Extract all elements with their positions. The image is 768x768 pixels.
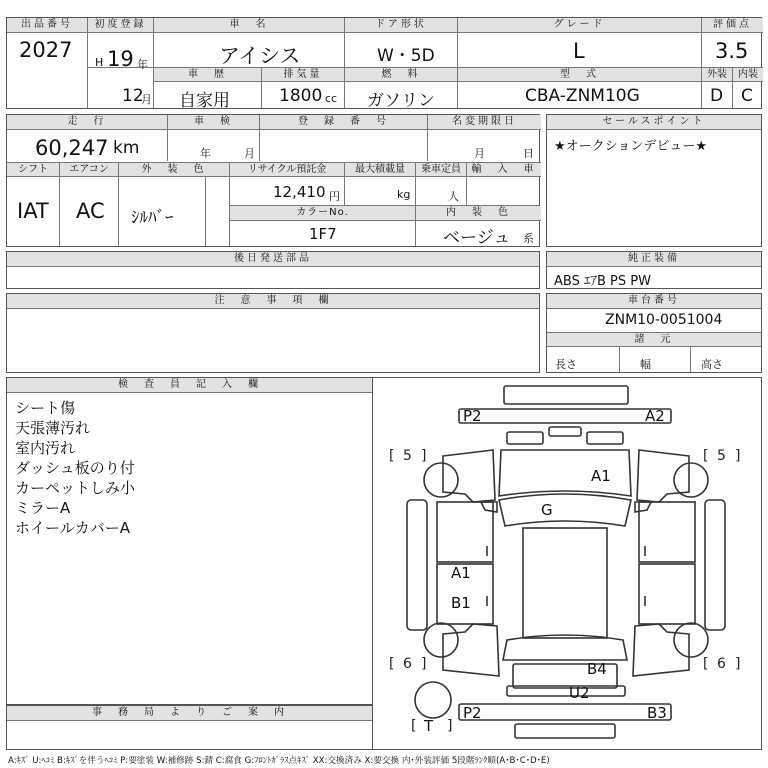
diagram-bracket: [ bbox=[703, 656, 709, 672]
mileage-value: 60,247 bbox=[35, 136, 109, 160]
rating-value: 3.5 bbox=[715, 39, 749, 63]
exterior-value: D bbox=[710, 86, 724, 106]
header-interior: 内装 bbox=[733, 67, 763, 82]
later-parts-box bbox=[6, 251, 540, 289]
inspection-month-unit: 月 bbox=[244, 147, 255, 160]
diagram-bracket: ] bbox=[421, 448, 427, 464]
header-later-parts: 後日発送部品 bbox=[7, 252, 539, 267]
diagram-bracket: ] bbox=[421, 656, 427, 672]
sales-point-value: ★オークションデビュー★ bbox=[554, 139, 708, 154]
max-load-unit: kg bbox=[397, 188, 411, 201]
header-import: 輸 入 車 bbox=[467, 162, 541, 177]
inspector-note: 天張薄汚れ bbox=[15, 419, 91, 437]
header-chassis: 車台番号 bbox=[547, 294, 761, 309]
first-reg-year: 19 bbox=[107, 47, 134, 71]
header-int-color: 内 装 色 bbox=[416, 206, 541, 221]
legend-text: A:ｷｽﾞ U:ﾍｺﾐ B:ｷｽﾞを伴うﾍｺﾐ P:要塗装 W:補修跡 S:錆 C:腐食 G:ﾌﾛﾝﾄｶﾞﾗｽ点ｷｽﾞ XX:交換済み X:要交換 内･外装評価 5段階ﾗﾝｸ順(A･B･C･D･E) bbox=[8, 756, 550, 766]
equipment-value: ABS ｴｱB PS PW bbox=[554, 274, 651, 289]
mark-t-spare: T bbox=[424, 717, 434, 735]
header-rating: 評価点 bbox=[702, 18, 763, 33]
diagram-bracket: [ bbox=[703, 448, 709, 464]
name-change-day-unit: 日 bbox=[523, 147, 534, 160]
mark-b4-rear: B4 bbox=[587, 660, 607, 678]
int-color-suffix: 系 bbox=[523, 232, 534, 245]
aircon-value: AC bbox=[76, 199, 105, 223]
inspector-note: ダッシュ板のり付 bbox=[15, 459, 135, 477]
vehicle-detail-table bbox=[6, 114, 540, 247]
header-displacement: 排気量 bbox=[262, 67, 344, 82]
car-name-value: アイシス bbox=[219, 44, 301, 68]
chassis-value: ZNM10-0051004 bbox=[605, 312, 723, 328]
inspection-year-unit: 年 bbox=[200, 147, 211, 160]
capacity-unit: 人 bbox=[448, 190, 459, 203]
header-equipment: 純正装備 bbox=[547, 252, 761, 267]
inspector-note: 室内汚れ bbox=[15, 439, 76, 457]
inspector-note: シート傷 bbox=[15, 399, 76, 417]
mark-p2-rear: P2 bbox=[463, 704, 482, 722]
header-specs: 諸 元 bbox=[547, 332, 761, 347]
name-change-month-unit: 月 bbox=[474, 147, 485, 160]
header-inspector: 検 査 員 記 入 欄 bbox=[7, 378, 372, 393]
spec-width-label: 幅 bbox=[640, 358, 651, 371]
mark-g-windshield: G bbox=[541, 501, 553, 519]
sales-point-box bbox=[546, 114, 762, 247]
displacement-value: 1800 bbox=[279, 86, 323, 106]
header-first-reg: 初度登録 bbox=[88, 18, 153, 33]
grade-value: L bbox=[573, 39, 585, 63]
diagram-bracket: [ bbox=[389, 448, 395, 464]
diagram-bracket: ] bbox=[735, 656, 741, 672]
header-mileage: 走 行 bbox=[7, 115, 167, 130]
recycle-unit: 円 bbox=[329, 190, 340, 203]
fuel-value: ガソリン bbox=[367, 91, 435, 111]
tread-right-rear: 6 bbox=[717, 656, 726, 672]
inspector-note: カーペットしみ小 bbox=[15, 479, 136, 497]
int-color-value: ベージュ bbox=[443, 228, 511, 248]
recycle-value: 12,410 bbox=[273, 183, 326, 201]
header-caution: 注 意 事 項 欄 bbox=[7, 294, 539, 309]
lot-no-value: 2027 bbox=[19, 38, 73, 62]
tread-left-front: 5 bbox=[403, 448, 412, 464]
model-value: CBA-ZNM10G bbox=[525, 86, 640, 106]
mark-a2-front: A2 bbox=[645, 407, 665, 425]
header-reg-no: 登 録 番 号 bbox=[260, 115, 427, 130]
spec-length-label: 長さ bbox=[555, 358, 577, 371]
first-reg-year-unit: 年 bbox=[137, 58, 148, 71]
header-ext-color: 外 装 色 bbox=[119, 162, 229, 177]
mark-a1-left: A1 bbox=[451, 564, 471, 582]
inspector-note: ミラーA bbox=[15, 499, 71, 517]
header-car-name: 車 名 bbox=[154, 18, 344, 33]
inspector-note: ホイールカバーA bbox=[15, 519, 130, 537]
chassis-specs-box bbox=[546, 293, 762, 373]
office-box bbox=[6, 705, 373, 750]
interior-value: C bbox=[741, 86, 753, 106]
tread-right-front: 5 bbox=[717, 448, 726, 464]
header-inspection: 車 検 bbox=[168, 115, 259, 130]
header-door-type: ドア形状 bbox=[345, 18, 457, 33]
mark-p2-front: P2 bbox=[463, 407, 482, 425]
ext-color-value: ｼﾙﾊﾞｰ bbox=[131, 208, 174, 228]
header-name-change: 名変期限日 bbox=[428, 115, 541, 130]
mark-u2-rear: U2 bbox=[569, 684, 590, 702]
shift-value: IAT bbox=[17, 199, 49, 223]
header-recycle: リサイクル預託金 bbox=[230, 162, 344, 177]
equipment-box bbox=[546, 251, 762, 289]
header-capacity: 乗車定員 bbox=[416, 162, 466, 177]
header-max-load: 最大積載量 bbox=[345, 162, 415, 177]
header-color-no: カラーNo. bbox=[230, 206, 415, 221]
diagram-bracket: ] bbox=[735, 448, 741, 464]
header-sales-point: セールスポイント bbox=[547, 115, 761, 130]
header-grade: グレード bbox=[458, 18, 701, 33]
caution-box bbox=[6, 293, 540, 373]
spec-height-label: 高さ bbox=[701, 358, 723, 371]
header-fuel: 燃 料 bbox=[345, 67, 457, 82]
mark-b3-rear: B3 bbox=[647, 704, 667, 722]
diagram-bracket: [ bbox=[389, 656, 395, 672]
header-office: 事 務 局 よ り ご 案 内 bbox=[7, 706, 372, 721]
tread-left-rear: 6 bbox=[403, 656, 412, 672]
car-condition-diagram bbox=[373, 378, 760, 749]
history-value: 自家用 bbox=[179, 91, 230, 111]
car-diagram-box bbox=[373, 377, 762, 750]
first-reg-month-unit: 月 bbox=[141, 93, 152, 106]
header-model: 型 式 bbox=[458, 67, 701, 82]
header-history: 車 歴 bbox=[154, 67, 261, 82]
color-no-value: 1F7 bbox=[309, 225, 337, 243]
header-aircon: エアコン bbox=[60, 162, 118, 177]
door-type-value: W・5D bbox=[377, 46, 435, 66]
diagram-bracket: [ bbox=[411, 718, 417, 734]
first-reg-era: H bbox=[95, 56, 104, 69]
header-lot-no: 出品番号 bbox=[7, 18, 87, 33]
top-info-table bbox=[6, 17, 762, 109]
displacement-unit: cc bbox=[325, 92, 338, 105]
first-reg-month: 12 bbox=[122, 86, 144, 106]
diagram-bracket: ] bbox=[447, 718, 453, 734]
mileage-unit: km bbox=[113, 138, 140, 158]
header-exterior: 外装 bbox=[702, 67, 732, 82]
inspector-notes-box bbox=[6, 377, 373, 705]
mark-a1-hood: A1 bbox=[591, 467, 611, 485]
header-shift: シフト bbox=[7, 162, 59, 177]
mark-b1-left: B1 bbox=[451, 594, 471, 612]
